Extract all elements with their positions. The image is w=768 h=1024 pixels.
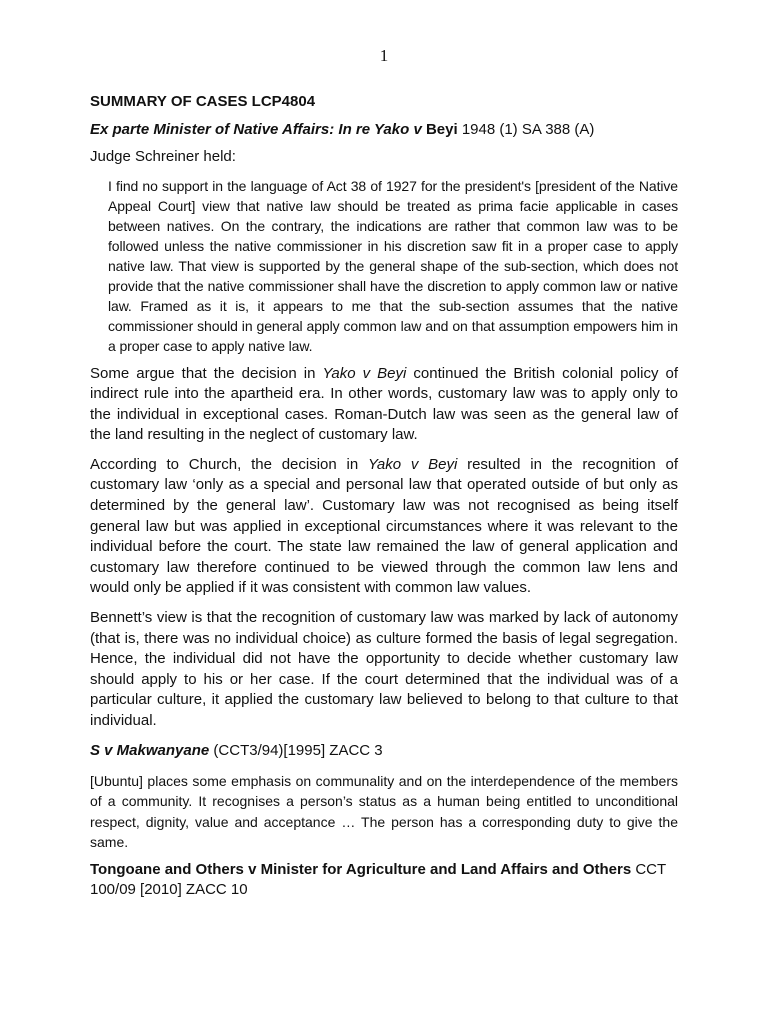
document-title: SUMMARY OF CASES LCP4804	[90, 93, 316, 110]
document-body	[90, 92, 678, 907]
paragraph-bennett: Bennett’s view is that the recognition of customary law was marked by lack of autonomy (that is, there was no individual choice) as culture formed the basis of legal segregation. Hence, the individual did not have the opportunity to decide whether customary law should apply to his or her case. If the court determined that the individual was of a particular culture, it applied the customary law believed to belong to that culture to that individual.	[90, 609, 678, 729]
case-heading-yako	[90, 120, 678, 141]
case-heading-tongoane	[90, 860, 678, 901]
case-heading-makwanyane	[90, 741, 678, 762]
page-number: 1	[379, 46, 389, 65]
paragraph-text: resulted in the recognition of customary law ‘only as a special and personal law that operated outside of but only as determined by the general law’. Customary law was not recognised as being itself general law but was applied in exceptional circumstances where it was relevant to the individual before the court. The state law remained the law of general application and customary law therefore continued to be viewed through the common law lens and would only be applied if it was consistent with common law values.	[90, 455, 678, 597]
paragraph-indirect-rule	[90, 364, 678, 446]
paragraph-church	[90, 455, 678, 599]
case-name-italic: Ex parte Minister of Native Affairs: In re Yako v	[90, 121, 422, 138]
case-citation: 1948 (1) SA 388 (A)	[461, 121, 595, 138]
paragraph-text: continued the British colonial policy of indirect rule into the apartheid era. In other words, customary law was to apply only to the individual in exceptional cases. Roman-Dutch law was seen as the general law of the land resulting in the neglect of customary law.	[90, 364, 679, 444]
judge-line: Judge Schreiner held:	[90, 147, 236, 165]
case-citation: (CCT3/94)[1995] ZACC 3	[213, 741, 383, 759]
paragraph-text: According to Church, the decision in	[90, 455, 368, 473]
schreiner-quote: I find no support in the language of Act 38 of 1927 for the president's [president of the Native Appeal Court] view that native law should be treated as prima facie applicable in cases between natives. On the contrary, the indications are rather that common law was to be followed unless the native commissioner in his discretion saw fit in a proper case to apply native law. That view is supported by the general shape of the sub-section, which does not provide that the native commissioner shall have the discretion to apply common law or native law. Framed as it is, it appears to me that the sub-section assumes that the native commissioner should in general apply common law and on that assumption empowers him in a proper case to apply native law.	[108, 177, 678, 354]
case-reference: Yako v Beyi	[322, 364, 407, 382]
case-reference: Yako v Beyi	[367, 455, 458, 473]
case-name-italic: S v Makwanyane	[90, 741, 210, 759]
case-name-bold: Beyi	[425, 121, 458, 138]
case-name-bold: Tongoane and Others v Minister for Agriculture and Land Affairs and Others	[90, 860, 632, 878]
case-citation: CCT 100/09 [2010] ZACC 10	[90, 860, 666, 899]
paragraph-text: Some argue that the decision in	[90, 364, 323, 382]
ubuntu-quote: [Ubuntu] places some emphasis on communality and on the interdependence of the members of a community. It recognises a person’s status as a human being entitled to unconditional respect, dignity, value and acceptance … The person has a corresponding duty to give the same.	[90, 773, 678, 850]
